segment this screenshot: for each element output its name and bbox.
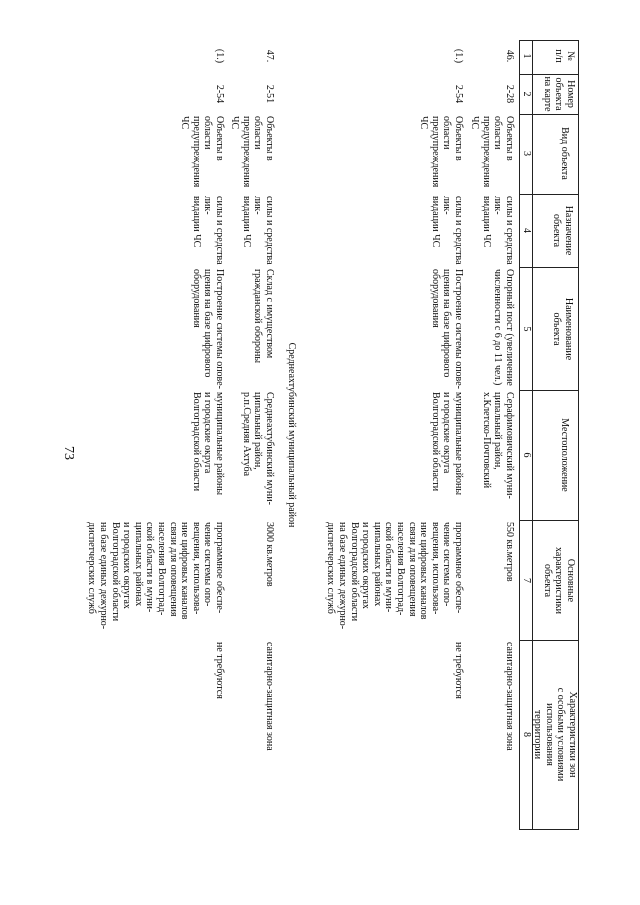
row-number: (1.) bbox=[214, 48, 225, 64]
column-number: 5 bbox=[521, 326, 532, 332]
section-title: Среднеахтубинский муниципальный район bbox=[286, 342, 297, 528]
row-location: Среднеахтубинский муни- ципальный район, р.п.Средняя Ахтуба bbox=[240, 392, 275, 505]
column-number: 2 bbox=[521, 91, 532, 97]
row-object-purpose: силы и средства лик- видации ЧС bbox=[480, 196, 515, 265]
header-map-id: Номер объекта на карте bbox=[541, 76, 576, 112]
row-map-id: 2-54 bbox=[453, 84, 464, 104]
header-object-kind: Вид объекта bbox=[559, 127, 570, 180]
header-characteristics: Основные характеристики объекта bbox=[541, 546, 576, 614]
column-number: 1 bbox=[521, 53, 532, 59]
column-number: 8 bbox=[521, 732, 532, 737]
column-number: 3 bbox=[521, 151, 532, 156]
table-right-border bbox=[520, 829, 579, 830]
column-number: 6 bbox=[521, 452, 532, 458]
row-object-name: Построение системы опове- щения на базе цифрового оборудования bbox=[190, 269, 225, 389]
column-divider bbox=[520, 114, 579, 115]
header-zone-characteristics: Характеристики зон с особыми условиями использования территории bbox=[532, 687, 578, 782]
header-number: № п/п bbox=[553, 49, 576, 63]
column-number: 7 bbox=[521, 578, 532, 583]
column-divider bbox=[520, 390, 579, 391]
table-top-border bbox=[578, 40, 579, 830]
column-divider bbox=[520, 74, 579, 75]
row-zone: не требуются bbox=[214, 642, 225, 699]
header-location: Местоположение bbox=[559, 418, 570, 492]
row-characteristics: 3000 кв.метров bbox=[264, 522, 275, 587]
row-map-id: 2-51 bbox=[264, 84, 275, 104]
objects-table bbox=[0, 40, 640, 830]
row-map-id: 2-28 bbox=[504, 84, 515, 104]
row-location: муниципальные районы и городские округа Волгоградской области bbox=[429, 392, 464, 496]
row-object-kind: Объекты в области предупреждения ЧС bbox=[469, 116, 515, 188]
row-zone: не требуются bbox=[453, 642, 464, 699]
row-number: (1.) bbox=[453, 48, 464, 64]
row-zone: санитарно-защитная зона bbox=[504, 642, 515, 751]
row-object-purpose: силы и средства лик- видации ЧС bbox=[190, 196, 225, 265]
header-object-purpose: Назначение объекта bbox=[551, 205, 574, 256]
column-divider bbox=[520, 520, 579, 521]
column-divider bbox=[520, 194, 579, 195]
row-characteristics: 550 кв.метров bbox=[504, 522, 515, 582]
column-divider bbox=[520, 267, 579, 268]
row-object-name: Опорный пост (увеличение численности с 6 до 11 чел.) bbox=[492, 269, 515, 386]
header-object-name: Наименование объекта bbox=[551, 297, 574, 361]
row-number: 46. bbox=[504, 49, 515, 63]
row-location: Серафимовичский муни- ципальный район, х.Клетско-Почтовский bbox=[480, 392, 515, 499]
row-object-kind: Объекты в области предупреждения ЧС bbox=[229, 116, 275, 188]
row-object-kind: Объекты в области предупреждения ЧС bbox=[179, 116, 225, 188]
page-number: 73 bbox=[61, 446, 76, 460]
row-map-id: 2-54 bbox=[214, 84, 225, 104]
row-characteristics: программное обеспе- чение системы опо- вещения, использова- ние цифровых каналов связи для оповещения населения Волгоград- ской области в муни- ципальных районах и городских округах Волгоградской области на базе единых дежурно- диспетчерских служб bbox=[86, 522, 225, 630]
row-characteristics: программное обеспе- чение системы опо- вещения, использова- ние цифровых каналов связи для оповещения населения Волгоград- ской области в муни- ципальных районах и городских округах Волгоградской области на базе единых дежурно- диспетчерских служб bbox=[325, 522, 464, 630]
row-zone: санитарно-защитная зона bbox=[264, 642, 275, 751]
row-object-kind: Объекты в области предупреждения ЧС bbox=[418, 116, 464, 188]
row-object-name: Склад с имуществом гражданской обороны bbox=[252, 269, 275, 364]
row-object-purpose: силы и средства лик- видации ЧС bbox=[429, 196, 464, 265]
row-number: 47. bbox=[264, 49, 275, 63]
row-object-name: Построение системы опове- щения на базе цифрового оборудования bbox=[429, 269, 464, 389]
row-location: муниципальные районы и городские округа Волгоградской области bbox=[190, 392, 225, 496]
column-number: 4 bbox=[521, 228, 532, 233]
column-divider bbox=[520, 640, 579, 641]
row-object-purpose: силы и средства лик- видации ЧС bbox=[240, 196, 275, 265]
